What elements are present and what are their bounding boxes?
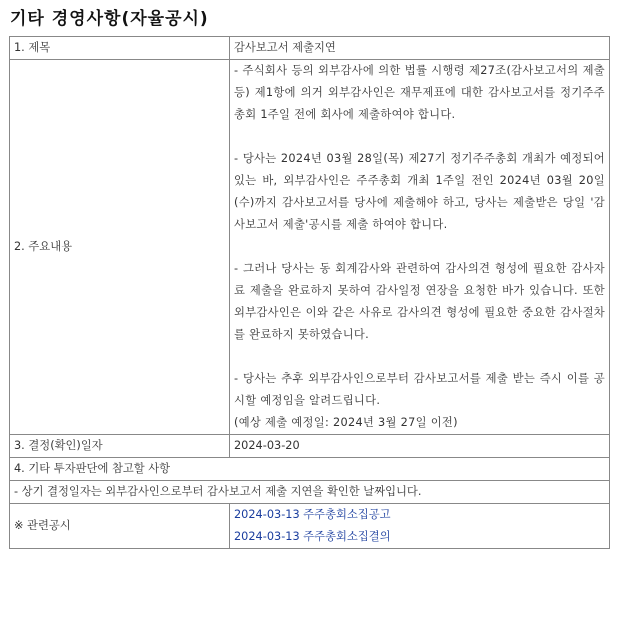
decision-date-value: 2024-03-20 <box>230 435 610 458</box>
content-paragraph-3: - 그러나 당사는 동 회계감사와 관련하여 감사의견 형성에 필요한 감사자료 제출을 완료하지 못하여 감사일정 연장을 요청한 바가 있습니다. 또한 외부감사인은 이와 같은 사유로 감사의견 형성에 필요한 중요한 감사절차를 완료하지 못하였습니다. <box>234 262 605 341</box>
content-paragraph-2: - 당사는 2024년 03월 28일(목) 제27기 정기주주총회 개최가 예정되어 있는 바, 외부감사인은 주주총회 개최 1주일 전인 2024년 03월 20일(수)까지 감사보고서를 당사에 제출해야 하고, 당사는 제출받은 당일 '감사보고서 제출'공시를 제출 하여야 합니다. <box>234 152 605 231</box>
row-related-disclosures <box>10 504 610 549</box>
investment-label: 4. 기타 투자판단에 참고할 사항 <box>10 458 610 481</box>
content-paragraph-4: - 당사는 추후 외부감사인으로부터 감사보고서를 제출 받는 즉시 이를 공시할 예정임을 알려드립니다. <box>234 372 605 407</box>
row-main-content <box>10 60 610 435</box>
content-paragraph-5: (예상 제출 예정일: 2024년 3월 27일 이전) <box>234 416 458 429</box>
row-investment-note <box>10 481 610 504</box>
investment-note: - 상기 결정일자는 외부감사인으로부터 감사보고서 제출 지연을 확인한 날짜입니다. <box>10 481 610 504</box>
row-decision-date <box>10 435 610 458</box>
related-label: ※ 관련공시 <box>10 504 230 549</box>
content-paragraph-1: - 주식회사 등의 외부감사에 의한 법률 시행령 제27조(감사보고서의 제출 등) 제1항에 의거 외부감사인은 재무제표에 대한 감사보고서를 정기주주총회 1주일 전에 회사에 제출하여야 합니다. <box>234 64 605 121</box>
related-link-1[interactable]: 2024-03-13 주주총회소집공고 <box>234 508 391 521</box>
title-value: 감사보고서 제출지연 <box>230 37 610 60</box>
row-investment-header <box>10 458 610 481</box>
row-title <box>10 37 610 60</box>
main-content-value <box>230 60 610 435</box>
decision-date-label: 3. 결정(확인)일자 <box>10 435 230 458</box>
title-label: 1. 제목 <box>10 37 230 60</box>
main-content-label: 2. 주요내용 <box>10 60 230 435</box>
related-link-2[interactable]: 2024-03-13 주주총회소집결의 <box>234 530 391 543</box>
page-title: 기타 경영사항(자율공시) <box>10 9 209 29</box>
disclosure-table <box>9 36 610 549</box>
related-links <box>230 504 610 549</box>
